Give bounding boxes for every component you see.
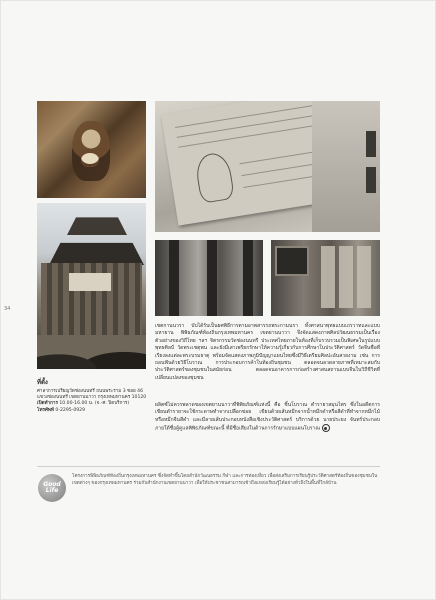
hall-pillar [243, 240, 253, 316]
shrine-lower-roof [49, 239, 144, 265]
shrine-upper-roof [67, 213, 127, 235]
article-paragraph-1: เชตกานนวรา บับได้รับเป็นยศพิธีการตามอาพสารรถพระกามนรา ทั้งศาสนาพุทธแบบเถรวาทและแบบมหายาน พิพิธภัณฑ์ท้องถิ่นกรุงเทพมหานคร เขตยานนาวา จึงจัดแสดงภาพศิลปวัฒนธรรมเป็นเรื่องตัวอย่างของวิถีไทย ฯลฯ จิตรกรรมวัดช่องนนทรี ประเทศไทยภายในห้องที่เก็บรวบรวมเป็นพิเศษในรูปแบบพุทธศิลป์ วัดพระเชตุพน และยังมีเสาเพรียกรักษาให้ความรู้เกี่ยวกับการศึกษาในประวัติศาสตร์ วัดจีนชื่อที่เรียงลงแต่ละพระบรมธาตุ พร้อมจัดแสดงภาพภูมิปัญญาแผนไทยซึ่งมีวิธีเตรียมศิลปะอันสวยงาม เช่น การถอนฟันด้วยวิธีโบราณ การประกอบการค้าในท้องถิ่นชุมชน ตลอดจนลวดลายภาพที่เหมาะสมกับประวัติศาสตร์ของชุมชนในสมัยก่อน ตลอดจนอาคารการก่อสร้างศาสนสถานแบบจีนในวิถีชีวิตที่เปลี่ยนแปลงของชุมชน [155, 323, 380, 381]
mural-figure [72, 121, 110, 181]
mural-painting-image [37, 101, 146, 198]
info-address: ศาลาการเปรียญวัดช่องนนทรี ถนนพระราม 3 ซอย 46 แขวงช่องนนทรี เขตยานนาวา กรุงเทพมหานคร 10120 [37, 389, 147, 401]
article-paragraph-2 [155, 402, 380, 433]
visitors-silhouette [37, 335, 146, 369]
info-hours-value: 10.00-16.00 น. (จ.-ศ. ปิดบริการ) [59, 401, 130, 407]
exhibition-room-image [271, 240, 380, 316]
info-phone-value: 0-2295-0929 [55, 407, 86, 413]
hall-pillar [169, 240, 179, 316]
info-phone-label: โทรศัพท์ [37, 407, 54, 413]
herbal-manuscript-image [155, 101, 380, 232]
page-number: 34 [4, 306, 11, 312]
manuscript-display-panel [312, 101, 380, 232]
footer-note: โครงการพิพิธภัณฑ์ท้องถิ่นกรุงเทพมหานคร ซึ่งจัดทำขึ้นโดยสำนักวัฒนธรรม กีฬา และการท่องเที่ยว เพื่อส่งเสริมการเรียนรู้ประวัติศาสตร์ท้องถิ่นของชุมชนในเขตต่างๆ ของกรุงเทพมหานคร ร่วมกับสำนักงานเขตยานนาวา เพื่อให้ประชาชนสามารถเข้าถึงแหล่งเรียนรู้ได้อย่างทั่วถึงในพื้นที่ใกล้บ้าน [72, 474, 378, 486]
exhibit-panel [339, 246, 353, 308]
info-box [37, 377, 147, 414]
exhibit-panel [321, 246, 335, 308]
info-hours-label: เปิดทำการ [37, 401, 58, 407]
hall-pillar [207, 240, 217, 316]
manuscript-body-figure [194, 151, 235, 204]
article-paragraph-2-text: ผลิตซ์ไม่ควรพลาดของเขตยานนาวาที่พิพิธภัณฑ์แห่งนี้ คือ ชิ้นโบราณ ตำรายาสมุนไพร ซึ่งในอดีตการเขียนตำรายาจะใช้กระดาษทำจากเปลือกข่อย เขียนด้วยเส้นหมึกจากน้ำหมึกดำหรือสีดำที่ทำจากหมึกไม้ หรือหมึกจีนสีดำ และมีลายเส้นประกอบหนังสือเชิงประวัติศาสตร์ บริการด้วย นายประยง จันทร์ประกอบ ภายใต้ชื่อผู้ดูแลพิพิธภัณฑ์ขณะนี้ ที่มีชื่อเสียงในด้านการรักษาแบบแผนโบราณ [155, 402, 380, 432]
chinese-shrine-image [37, 203, 146, 369]
manuscript-line [178, 123, 326, 147]
good-life-logo [38, 474, 66, 502]
info-heading: ที่ตั้ง [37, 379, 48, 386]
shrine-signboard [69, 273, 111, 291]
info-phone [37, 408, 147, 414]
exhibit-panel [357, 246, 371, 308]
mural-face [81, 153, 99, 167]
display-slot [366, 131, 376, 157]
exhibit-screen [275, 246, 309, 276]
footer-divider [37, 466, 380, 467]
end-mark-icon [322, 424, 330, 432]
logo-text: Good Life [43, 481, 61, 494]
display-slot [366, 167, 376, 193]
museum-hall-image [155, 240, 263, 316]
